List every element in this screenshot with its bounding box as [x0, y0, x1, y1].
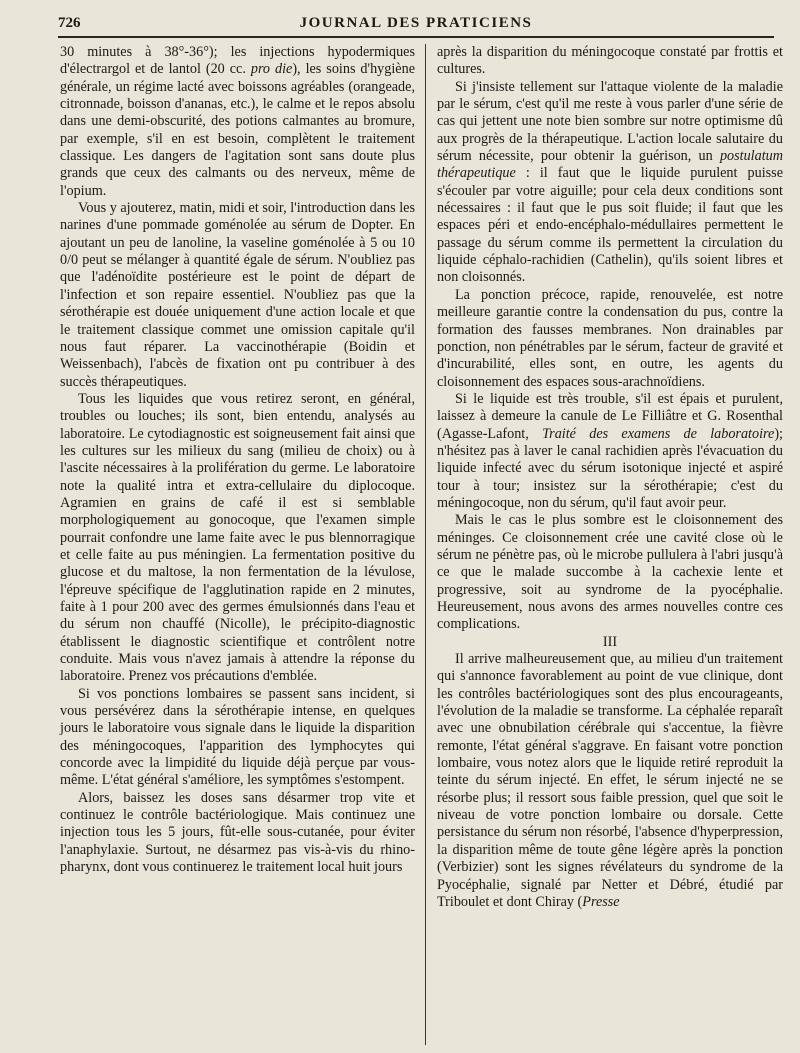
- left-column: [60, 44, 415, 1045]
- journal-title: JOURNAL DES PRATICIENS: [299, 14, 533, 31]
- right-column: [437, 44, 783, 1045]
- paragraph: La ponction précoce, rapide, renouvelée, est notre meilleure garantie contre la condensation du pus, contre la formation des fausses membranes. Non drainables par ponction, non pénétrables par le sérum, facteur de gravité et d'incurabilité, elles sont, en outre, les agents du cloisonnement des espaces sous-arachnoïdiens.: [437, 286, 783, 390]
- paragraph: après la disparition du méningocoque constaté par frottis et cultures.: [437, 44, 783, 78]
- paragraph: Si vos ponctions lombaires se passent sans incident, si vous persévérez dans la sérothérapie intense, en quelques jours le laboratoire vous signale dans le liquide la disparition des méningocoques, l'apparition des lymphocytes qui concorde avec la limpidité du liquide déjà perçue par vous-même. L'état général s'améliore, les symptômes s'estompent.: [60, 685, 415, 789]
- section-heading: III: [602, 633, 618, 650]
- column-divider: [425, 44, 426, 1045]
- paragraph: Alors, baissez les doses sans désarmer trop vite et continuez le contrôle bactériologique. Mais continuez une injection tous les 5 jours, fût-elle sous-cutanée, pour éviter l'anaphylaxie. Surtout, ne désarmez pas vis-à-vis du rhino-pharynx, dont vous continuerez le traitement local huit jours: [60, 789, 415, 876]
- paragraph: Mais le cas le plus sombre est le cloisonnement des méninges. Ce cloisonnement crée une cavité close où le sérum ne pénètre pas, où le microbe pullulera à l'abri jusqu'à ce que le malade succombe à la cachexie lente et progressive, soit au syndrome de la pyocéphalie. Heureusement, nous avons des armes nouvelles contre ces complications.: [437, 512, 783, 633]
- page-header: [58, 10, 774, 38]
- paragraph: Vous y ajouterez, matin, midi et soir, l'introduction dans les narines d'une pommade goménolée au sérum de Dopter. En ajoutant un peu de lanoline, la vaseline goménolée à 5 ou 10 0/0 peut se mélanger à quantité égale de sérum. N'oubliez pas que l'adénoïdite postérieure est le point de départ de l'infection et son repaire essentiel. N'oubliez pas que la sérothérapie est douée uniquement d'une action locale et que le traitement classique commet une omission capitale qu'il nous faut réparer. La vaccinothérapie (Boidin et Weissenbach), l'abcès de fixation ont pu contribuer à des succès thérapeutiques.: [60, 200, 415, 390]
- paragraph: Si j'insiste tellement sur l'attaque violente de la maladie par le sérum, c'est qu'il me reste à vous parler d'une série de cas qui jettent une note bien sombre sur notre optimisme dû aux progrès de la thérapeutique. L'action locale salutaire du sérum nécessite, pour obtenir la guérison, un postulatum thérapeutique : il faut que le liquide purulent puisse s'écouler par votre aiguille; pour cela deux conditions sont nécessaires : il faut que le pus soit fluide; il faut que les espaces péri et endo-encéphalo-médullaires permettent le passage du sérum comme ils permettent la circulation du liquide céphalo-rachidien (Cathelin), qu'ils soient libres et non cloisonnés.: [437, 78, 783, 286]
- paragraph: Tous les liquides que vous retirez seront, en général, troubles ou louches; ils sont, bien entendu, analysés au laboratoire. Le cytodiagnostic est soigneusement fait ainsi que les cultures sur les milieux du sang (milieu de choix) ou à l'ascite nécessaires à la prolifération du germe. Le laboratoire note la qualité intra et extra-cellulaire du diplocoque. Agramien en grains de café il est si semblable morphologiquement au gonocoque, que l'examen simple pourrait confondre une lame faite avec le pus blennorragique et celle faite au pus méningien. La fermentation positive du glucose et du maltose, la non fermentation de la lévulose, l'épreuve spécifique de l'agglutination rapide en 2 minutes, faite à 1 pour 200 avec des germes émulsionnés dans l'eau et du sérum non chauffé (Nicolle), le précipito-diagnostic établissent le diagnostic scientifique et contrôlent notre conduite. Mais vous n'avez jamais à attendre la réponse du laboratoire. Prenez vos précautions d'emblée.: [60, 390, 415, 685]
- paragraph: Si le liquide est très trouble, s'il est épais et purulent, laissez à demeure la canule de Le Filliâtre et G. Rosenthal (Agasse-Lafont, Traité des examens de laboratoire); n'hésitez pas à laver le canal rachidien après l'évacuation du liquide infecté avec du sérum isotonique injecté et aspiré tour à tour; insistez sur la sérothérapie; c'est du méningocoque, non du sérum, qu'il faut avoir peur.: [437, 390, 783, 511]
- paragraph: 30 minutes à 38°-36°); les injections hypodermiques d'électrargol et de lantol (20 cc. pro die), les soins d'hygiène générale, un régime lacté avec boissons agréables (orangeade, citronnade, boisson d'ananas, etc.), le calme et le repos absolu dans une demi-obscurité, des potions calmantes au bromure, par exemple, s'il en est besoin, complètent le traitement classique. Les dangers de l'agitation sont sans doute plus grands que ceux des calmants ou des nerveux, même de l'opium.: [60, 44, 415, 199]
- paragraph: Il arrive malheureusement que, au milieu d'un traitement qui s'annonce favorablement au point de vue clinique, dont les contrôles bactériologiques sont des plus encourageants, l'évolution de la maladie se transforme. La céphalée reparaît avec une obnubilation cérébrale qui s'accentue, la fièvre remonte, l'état général s'aggrave. En faisant votre ponction lombaire, vous notez alors que le liquide retiré reproduit la teinte du sérum injecté. En effet, le sérum injecté ne se résorbe plus; il ressort sous faible pression, quel que soit le niveau de votre ponction lombaire ou dorsale. Cette persistance du sérum non résorbé, l'absence d'hyperpression, la disparition même de toute gêne légère après la ponction (Verbizier) sont les signes révélateurs du syndrome de la Pyocéphalie, signalé par Netter et Débré, étudié par Triboulet et dont Chiray (Presse: [437, 651, 783, 910]
- page-number: 726: [58, 14, 81, 31]
